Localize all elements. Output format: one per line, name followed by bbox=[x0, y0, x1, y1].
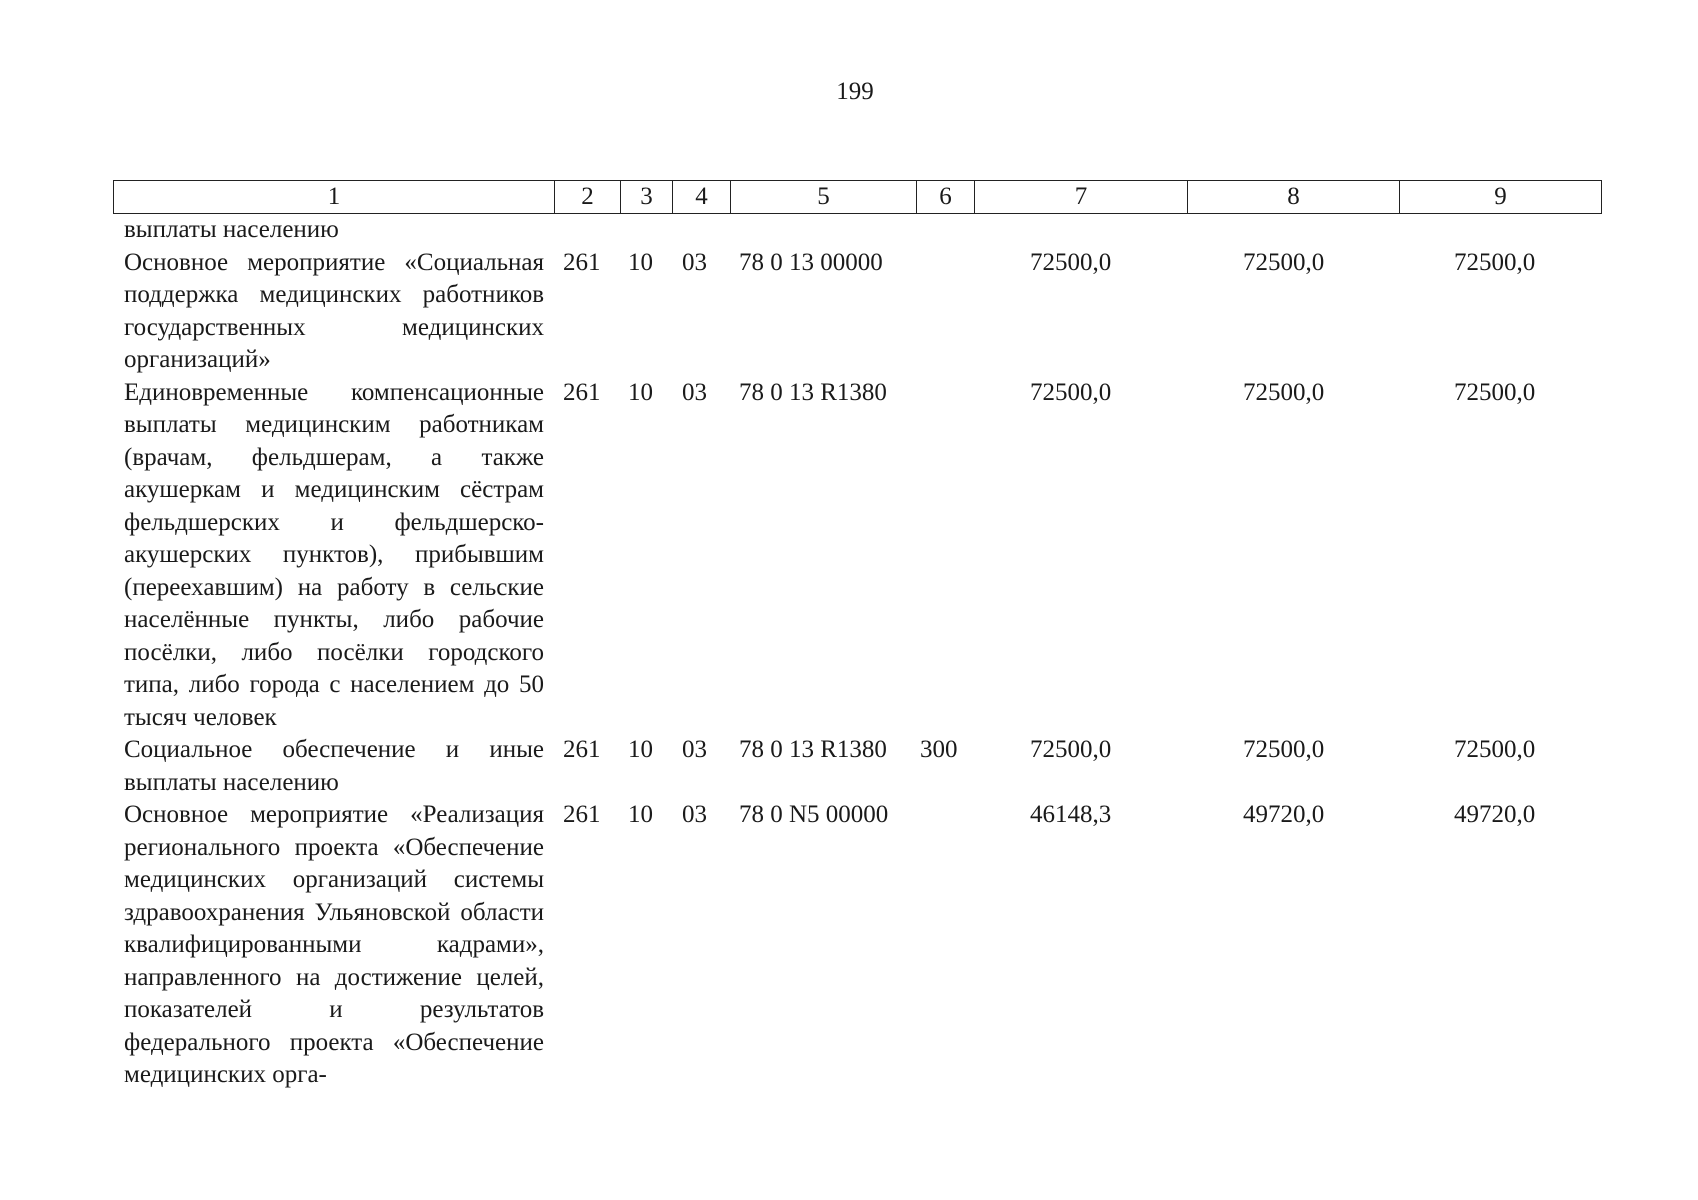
row-name: Единовременные компенсационные выплаты медицинским работникам (врачам, фельдшерам, а также акушеркам и медицинским сёстрам фельдшерских и фельдшерско-акушерских пунктов), прибывшим (переехавшим) на работу в сельские населённые пункты, либо рабочие посёлки, либо посёлки городского типа, либо города с населением до 50 тысяч человек bbox=[124, 378, 544, 731]
cell-expense-type: 300 bbox=[920, 736, 958, 763]
column-header-4: 4 bbox=[673, 181, 731, 214]
column-header-1: 1 bbox=[114, 181, 555, 214]
cell-amount-9: 49720,0 bbox=[1454, 801, 1536, 828]
table-row bbox=[0, 377, 1698, 735]
cell-amount-7: 72500,0 bbox=[1030, 378, 1112, 406]
cell-target-article: 78 0 N5 00000 bbox=[739, 801, 889, 828]
cell-amount-8: 72500,0 bbox=[1243, 248, 1325, 276]
cell-subsection: 03 bbox=[682, 801, 707, 828]
column-header-9: 9 bbox=[1400, 181, 1602, 214]
column-header-5: 5 bbox=[731, 181, 917, 214]
row-name: Социальное обеспечение и иные выплаты населению bbox=[124, 736, 544, 796]
cell-ministry-code: 261 bbox=[563, 736, 601, 763]
cell-amount-9: 72500,0 bbox=[1454, 736, 1536, 763]
cell-section: 10 bbox=[628, 378, 653, 406]
cell-amount-8: 72500,0 bbox=[1243, 378, 1325, 406]
cell-amount-7: 46148,3 bbox=[1030, 801, 1112, 828]
cell-target-article: 78 0 13 R1380 bbox=[739, 378, 887, 406]
cell-subsection: 03 bbox=[682, 378, 707, 406]
table-body bbox=[0, 214, 1698, 1092]
cell-amount-8: 49720,0 bbox=[1243, 801, 1325, 828]
cell-section: 10 bbox=[628, 248, 653, 276]
cell-amount-9: 72500,0 bbox=[1454, 378, 1536, 406]
column-header-2: 2 bbox=[555, 181, 621, 214]
cell-subsection: 03 bbox=[682, 736, 707, 763]
table-row bbox=[0, 214, 1698, 247]
column-header-table bbox=[113, 180, 1602, 214]
cell-target-article: 78 0 13 R1380 bbox=[739, 736, 887, 763]
page-number: 199 bbox=[836, 78, 874, 105]
cell-subsection: 03 bbox=[682, 248, 707, 276]
cell-amount-9: 72500,0 bbox=[1454, 248, 1536, 276]
column-header-6: 6 bbox=[917, 181, 975, 214]
column-header-8: 8 bbox=[1188, 181, 1400, 214]
cell-amount-8: 72500,0 bbox=[1243, 736, 1325, 763]
cell-section: 10 bbox=[628, 801, 653, 828]
table-row bbox=[0, 247, 1698, 377]
cell-ministry-code: 261 bbox=[563, 378, 601, 406]
cell-ministry-code: 261 bbox=[563, 248, 601, 276]
row-name: Основное мероприятие «Социальная поддержка медицинских работников государственных медицинских организаций» bbox=[124, 248, 544, 373]
table-row bbox=[0, 799, 1698, 1092]
row-name: Основное мероприятие «Реализация регионального проекта «Обеспечение медицинских организаций системы здравоохранения Ульяновской области квалифицированными кадрами», направленного на достижение целей, показателей и результатов федерального проекта «Обеспечение медицинских орга- bbox=[124, 801, 544, 1088]
column-header-3: 3 bbox=[621, 181, 673, 214]
cell-ministry-code: 261 bbox=[563, 801, 601, 828]
cell-amount-7: 72500,0 bbox=[1030, 248, 1112, 276]
cell-section: 10 bbox=[628, 736, 653, 763]
column-header-7: 7 bbox=[975, 181, 1188, 214]
cell-target-article: 78 0 13 00000 bbox=[739, 248, 883, 276]
row-name: выплаты населению bbox=[124, 216, 339, 243]
cell-amount-7: 72500,0 bbox=[1030, 736, 1112, 763]
column-header-row bbox=[114, 181, 1602, 214]
table-row bbox=[0, 734, 1698, 799]
